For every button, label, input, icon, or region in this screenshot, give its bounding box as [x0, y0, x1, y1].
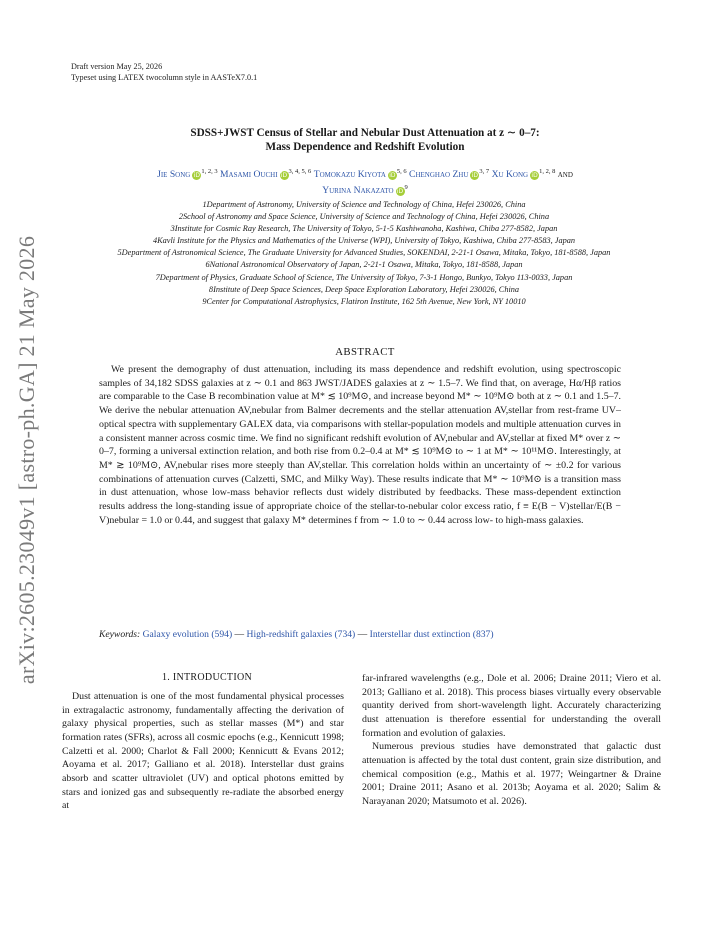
intro-paragraph: far-infrared wavelengths (e.g., Dole et al. 2006; Draine 2011; Viero et al. 2013; Galliano et al. 2018). This process biases virtually every observable quantity derived from short-wavelength light. Accurately characterizing dust attenuation is therefore essential for understanding the overall formation and evolution of galaxies.: [362, 673, 661, 739]
author-affil-sup: 9: [404, 183, 408, 191]
arxiv-id: arXiv:2605.23049v1 [astro-ph.GA] 21 May 2026: [14, 235, 39, 685]
affiliation: 3Institute for Cosmic Ray Research, The University of Tokyo, 5-1-5 Kashiwanoha, Kashiwa, Chiba 277-8582, Japan: [170, 224, 558, 234]
author-name[interactable]: Chenghao Zhu: [409, 169, 469, 181]
affiliation: 8Institute of Deep Space Sciences, Deep Space Exploration Laboratory, Hefei 230026, China: [208, 284, 520, 294]
author-list: [80, 166, 650, 197]
affiliation: 4Kavli Institute for the Physics and Mathematics of the Universe (WPI), University of Tokyo, Kashiwa, Chiba 277-8583, Japan: [152, 236, 576, 246]
author-affil-sup: 3, 4, 5, 6: [288, 168, 312, 175]
author-name[interactable]: Yurina Nakazato: [322, 184, 394, 196]
orcid-icon[interactable]: iD: [531, 172, 538, 180]
keyword-separator: —: [355, 629, 370, 640]
paper-title: [80, 126, 650, 154]
author-affil-sup: 3, 7: [479, 168, 490, 175]
keyword-separator: —: [232, 629, 247, 640]
title-line-2: Mass Dependence and Redshift Evolution: [265, 141, 465, 153]
intro-paragraph: Numerous previous studies have demonstrated that galactic dust attenuation is affected by the total dust content, grain size distribution, and chemical composition (e.g., Mathis et al. 1977; Weingartner & Draine 2001; Draine 2011; Asano et al. 2013b; Aoyama et al. 2020; Salim & Narayanan 2020; Matsumoto et al. 2026).: [362, 741, 661, 807]
author-name[interactable]: Tomokazu Kiyota: [313, 169, 386, 181]
author-name[interactable]: Xu Kong: [491, 169, 529, 181]
orcid-icon[interactable]: iD: [396, 187, 404, 195]
keyword-link[interactable]: High-redshift galaxies (734): [246, 629, 356, 640]
keywords-label: Keywords:: [99, 629, 141, 640]
affiliation: 6National Astronomical Observatory of Japan, 2-21-1 Osawa, Mitaka, Tokyo, 181-8588, Japan: [205, 260, 523, 270]
draft-version: Draft version May 25, 2026: [71, 62, 163, 71]
affiliations: [64, 199, 664, 308]
abstract-heading: ABSTRACT: [335, 346, 395, 358]
keyword-link[interactable]: Interstellar dust extinction (837): [369, 629, 494, 640]
author-name[interactable]: Masami Ouchi: [220, 169, 278, 181]
orcid-icon[interactable]: iD: [193, 172, 200, 180]
orcid-icon[interactable]: iD: [280, 172, 288, 180]
section-heading: 1. INTRODUCTION: [161, 672, 253, 683]
typeset-line: Typeset using LATEX twocolumn style in AASTeX7.0.1: [71, 73, 258, 82]
authors-and: and: [557, 169, 573, 181]
affiliation: 9Center for Computational Astrophysics, Flatiron Institute, 162 5th Avenue, New York, NY 10010: [202, 296, 526, 306]
affiliation: 2School of Astronomy and Space Science, University of Science and Technology of China, Hefei 230026, China: [178, 212, 550, 222]
abstract-text: We present the demography of dust attenuation, including its mass dependence and redshift evolution, using spectroscopic samples of 34,182 SDSS galaxies at z ∼ 0.1 and 863 JWST/JADES galaxies at z ∼ 1.5–7. We find that, on average, Hα/Hβ ratios are comparable to the Case B recombination value at M* ≲ 10⁹M⊙, and increase beyond M* ∼ 10⁹M⊙ both at z ∼ 0.1 and 1.5–7. We derive the nebular attenuation AV,nebular from Balmer decrements and the stellar attenuation AV,stellar from rest-frame UV–optical spectra with supplementary GALEX data, via comparisons with stellar-population models and multiple attenuation curves in a consistent manner across cosmic time. We find no significant redshift evolution of AV,nebular and AV,stellar at fixed M* over z ∼ 0–7, forming a universal extinction relation, and both rise from 0.2–0.4 at M* ≲ 10⁹M⊙ to ∼ 1 at M* ∼ 10¹¹M⊙. Interestingly, at M* ≳ 10⁹M⊙, AV,nebular rises more steeply than AV,stellar. This correlation holds within an uncertainty of ∼ ±0.2 for various combinations of attenuation curves (Calzetti, SMC, and Milky Way). These results indicate that M* ∼ 10⁹M⊙ is a transition mass in dust attenuation, whose low-mass behavior reflects dust widely distributed by feedbacks. These mass-dependent extinction results address the long-standing issue of appropriate choice of the stellar-to-nebular color excess ratio, f ≡ E(B − V)stellar/E(B − V)nebular = 1.0 or 0.44, and suggest that galaxy M* determines f from ∼ 1.0 to ∼ 0.44 across low- to high-mass galaxies.: [99, 364, 621, 526]
author-affil-sup: 1, 2, 8: [539, 168, 556, 175]
orcid-icon[interactable]: iD: [471, 172, 479, 180]
arxiv-sidebar: [6, 230, 48, 690]
keyword-link[interactable]: Galaxy evolution (594): [142, 629, 233, 640]
intro-right-column: [362, 672, 661, 809]
keywords: [99, 629, 629, 640]
affiliation: 1Department of Astronomy, University of Science and Technology of China, Hefei 230026, China: [202, 200, 526, 209]
author-affil-sup: 5, 6: [396, 168, 407, 175]
draft-header: [71, 61, 257, 83]
intro-left-column: Dust attenuation is one of the most fundamental physical processes in extragalactic astronomy, fundamentally affecting the derivation of galaxy physical properties, such as stellar masses (M*) and star formation rates (SFRs), across all cosmic epochs (e.g., Kennicutt 1998; Calzetti et al. 2000; Charlot & Fall 2000; Kennicutt & Evans 2012; Aoyama et al. 2017; Galliano et al. 2018). Interstellar dust grains absorb and scatter ultraviolet (UV) and optical photons emitted by stars and ionized gas and subsequently re-radiate the absorbed energy at: [62, 691, 344, 812]
affiliation: 7Department of Physics, Graduate School of Science, The University of Tokyo, 7-3-1 Hongo, Bunkyo, Tokyo 113-0033, Japan: [155, 272, 573, 282]
orcid-icon[interactable]: iD: [389, 172, 396, 180]
author-name[interactable]: Jie Song: [157, 169, 191, 181]
author-affil-sup: 1, 2, 3: [201, 168, 218, 175]
title-line-1: SDSS+JWST Census of Stellar and Nebular Dust Attenuation at z ∼ 0–7:: [190, 127, 540, 139]
affiliation: 5Department of Astronomical Science, The Graduate University for Advanced Studies, SOKENDAI, 2-21-1 Osawa, Mitaka, Tokyo, 181-8588, Japan: [117, 248, 611, 258]
